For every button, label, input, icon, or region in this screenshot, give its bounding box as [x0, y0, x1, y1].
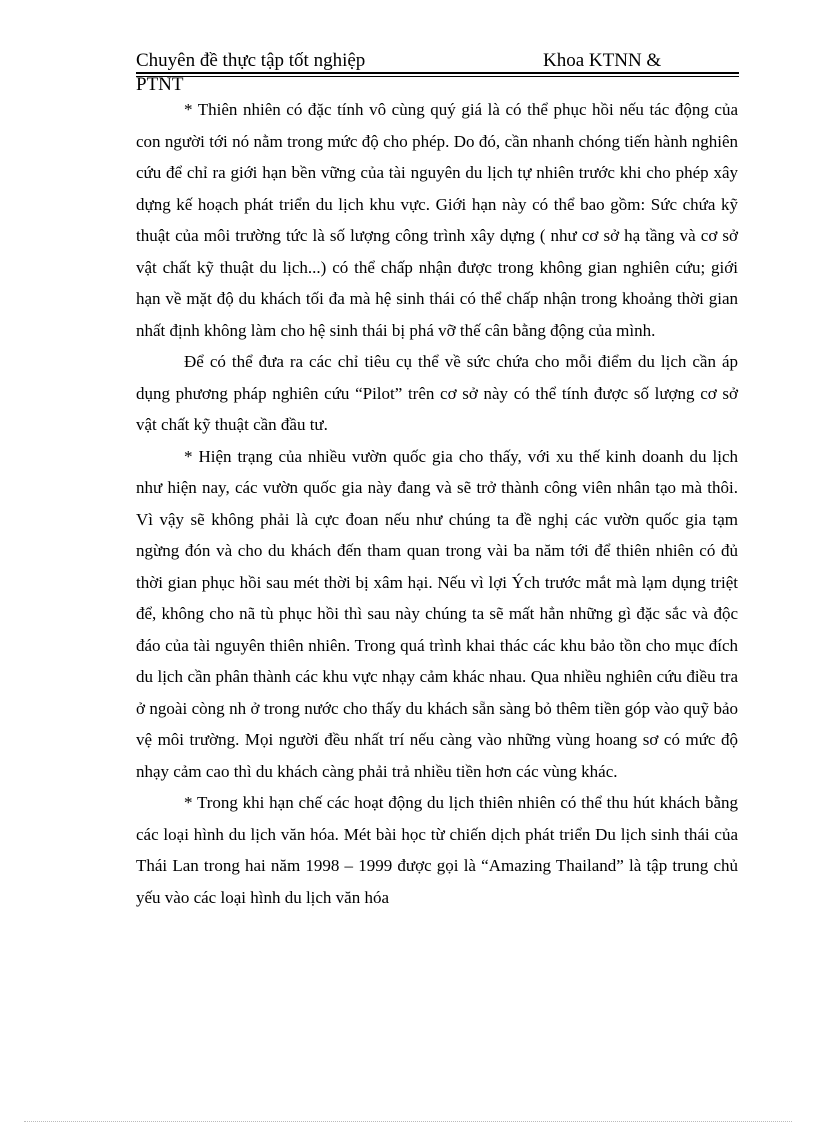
- header-report-title: Chuyên đề thực tập tốt nghiệp: [136, 50, 366, 71]
- header-faculty-continued: PTNT: [136, 74, 184, 95]
- paragraph-cultural-tourism: * Trong khi hạn chế các hoạt động du lịch thiên nhiên có thể thu hút khách bằng các loại hình du lịch văn hóa. Mét bài học từ chiến dịch phát triển Du lịch sinh thái của Thái Lan trong hai năm 1998 – 1999 được gọi là “Amazing Thailand” là tập trung chủ yếu vào các loại hình du lịch văn hóa: [136, 793, 738, 907]
- header-rule-thin: [136, 76, 739, 77]
- page-bottom-border: [24, 1121, 792, 1122]
- paragraph-national-parks: * Hiện trạng của nhiều vườn quốc gia cho thấy, với xu thế kinh doanh du lịch như hiện nay, các vườn quốc gia này đang và sẽ trở thành công viên nhân tạo mà thôi. Vì vậy sẽ không phải là cực đoan nếu như chúng ta đề nghị các vườn quốc gia tạm ngừng đón và cho du khách đến tham quan trong vài ba năm tới để thiên nhiên có đủ thời gian phục hồi sau mét thời bị xâm hại. Nếu vì lợi Ých trước mắt mà lạm dụng triệt để, không cho nã tù phục hồi thì sau này chúng ta sẽ mất hẳn những gì đặc sắc và độc đáo của tài nguyên thiên nhiên. Trong quá trình khai thác các khu bảo tồn cho mục đích du lịch cần phân thành các khu vực nhạy cảm khác nhau. Qua nhiều nghiên cứu điều tra ở ngoài còng nh ở trong nước cho thấy du khách sẵn sàng bỏ thêm tiền góp vào quỹ bảo vệ môi trường. Mọi người đều nhất trí nếu càng vào những vùng hoang sơ có mức độ nhạy cảm cao thì du khách càng phải trả nhiều tiền hơn các vùng khác.: [136, 446, 738, 781]
- document-body: [136, 94, 738, 913]
- header-rule-thick: [136, 72, 739, 74]
- paragraph-pilot-method: Để có thể đưa ra các chỉ tiêu cụ thể về sức chứa cho mỗi điểm du lịch cần áp dụng phương pháp nghiên cứu “Pilot” trên cơ sở này có thể tính được số lượng cơ sở vật chất kỹ thuật cần đầu tư.: [136, 352, 738, 434]
- page-header: [136, 50, 739, 95]
- header-faculty: Khoa KTNN &: [543, 50, 662, 71]
- paragraph-natural-recovery: * Thiên nhiên có đặc tính vô cùng quý giá là có thể phục hồi nếu tác động của con người tới nó nằm trong mức độ cho phép. Do đó, cần nhanh chóng tiến hành nghiên cứu để chỉ ra giới hạn bền vững của tài nguyên du lịch tự nhiên trước khi cho phép xây dựng kế hoạch phát triển du lịch khu vực. Giới hạn này có thể bao gồm: Sức chứa kỹ thuật của môi trường tức là số lượng công trình xây dựng ( như cơ sở hạ tầng và cơ sở vật chất kỹ thuật du lịch...) có thể chấp nhận được trong không gian nghiên cứu; giới hạn về mặt độ du khách tối đa mà hệ sinh thái có thể chấp nhận trong khoảng thời gian nhất định không làm cho hệ sinh thái bị phá vỡ thế cân bằng động của mình.: [136, 100, 738, 340]
